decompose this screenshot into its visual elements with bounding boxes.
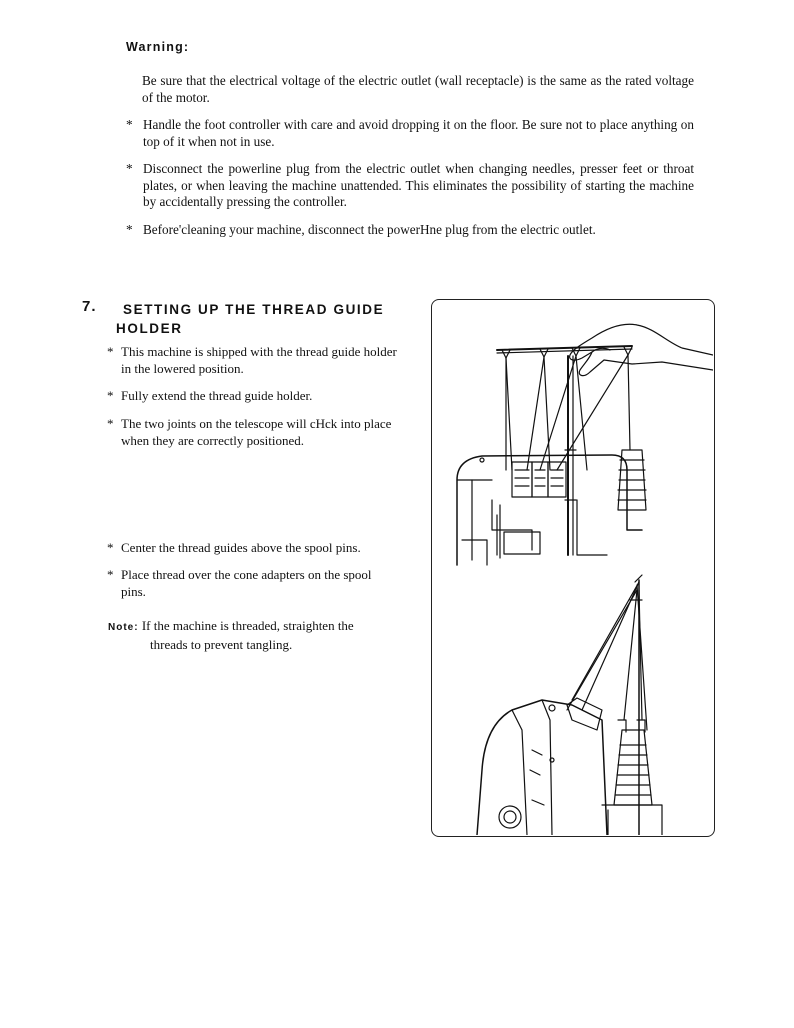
bullet-star: * — [107, 344, 114, 359]
instruction-step-text: Fully extend the thread guide holder. — [121, 388, 313, 403]
bullet-star: * — [107, 416, 114, 431]
section-title: SETTING UP THE THREAD GUIDE HOLDER — [116, 302, 385, 336]
warning-item — [126, 161, 694, 211]
instruction-step-text: Center the thread guides above the spool pins. — [121, 540, 361, 555]
thread-cone — [614, 730, 652, 805]
warning-item-text: Before'cleaning your machine, disconnect the powerHne plug from the electric outlet. — [143, 222, 596, 237]
note-label: Note: — [108, 622, 139, 633]
instruction-step — [107, 388, 397, 405]
warning-item — [126, 222, 694, 239]
note — [108, 617, 408, 653]
serger-body — [457, 455, 642, 565]
serger-body — [477, 700, 607, 835]
bullet-star: * — [126, 222, 133, 237]
bottom-illustration — [477, 575, 662, 835]
instruction-step-text: The two joints on the telescope will cHck into place when they are correctly positioned. — [121, 416, 392, 448]
top-illustration — [457, 324, 713, 565]
instruction-step — [107, 344, 397, 377]
warning-item-text: Disconnect the powerline plug from the electric outlet when changing needles, presser feet or throat plates, or when leaving the machine unattended. This eliminates the possibility of starting the machine by accidentally pressing the controller. — [143, 161, 694, 209]
warning-heading: Warning: — [126, 40, 190, 54]
handwheel-knob — [499, 806, 521, 828]
instruction-step-text: This machine is shipped with the thread guide holder in the lowered position. — [121, 344, 397, 376]
serger-illustration — [432, 300, 713, 835]
bullet-star: * — [107, 540, 114, 555]
warning-item — [126, 117, 694, 150]
warning-item-text: Handle the foot controller with care and avoid dropping it on the floor. Be sure not to place anything on top of it when not in use. — [143, 117, 694, 149]
note-text-continued: threads to prevent tangling. — [150, 637, 293, 652]
bullet-star: * — [107, 567, 114, 582]
warning-intro: Be sure that the electrical voltage of the electric outlet (wall receptacle) is the same as the rated voltage of the motor. — [142, 73, 694, 105]
instruction-step-text: Place thread over the cone adapters on the spool pins. — [121, 567, 372, 599]
instruction-step — [107, 567, 397, 600]
bullet-star: * — [126, 117, 133, 132]
note-text: If the machine is threaded, straighten the — [141, 618, 354, 633]
instruction-step — [107, 416, 397, 449]
bullet-star: * — [126, 161, 133, 176]
instruction-step — [107, 540, 397, 557]
illustration-frame — [431, 299, 715, 837]
bullet-star: * — [107, 388, 114, 403]
section-number: 7. — [82, 298, 97, 315]
